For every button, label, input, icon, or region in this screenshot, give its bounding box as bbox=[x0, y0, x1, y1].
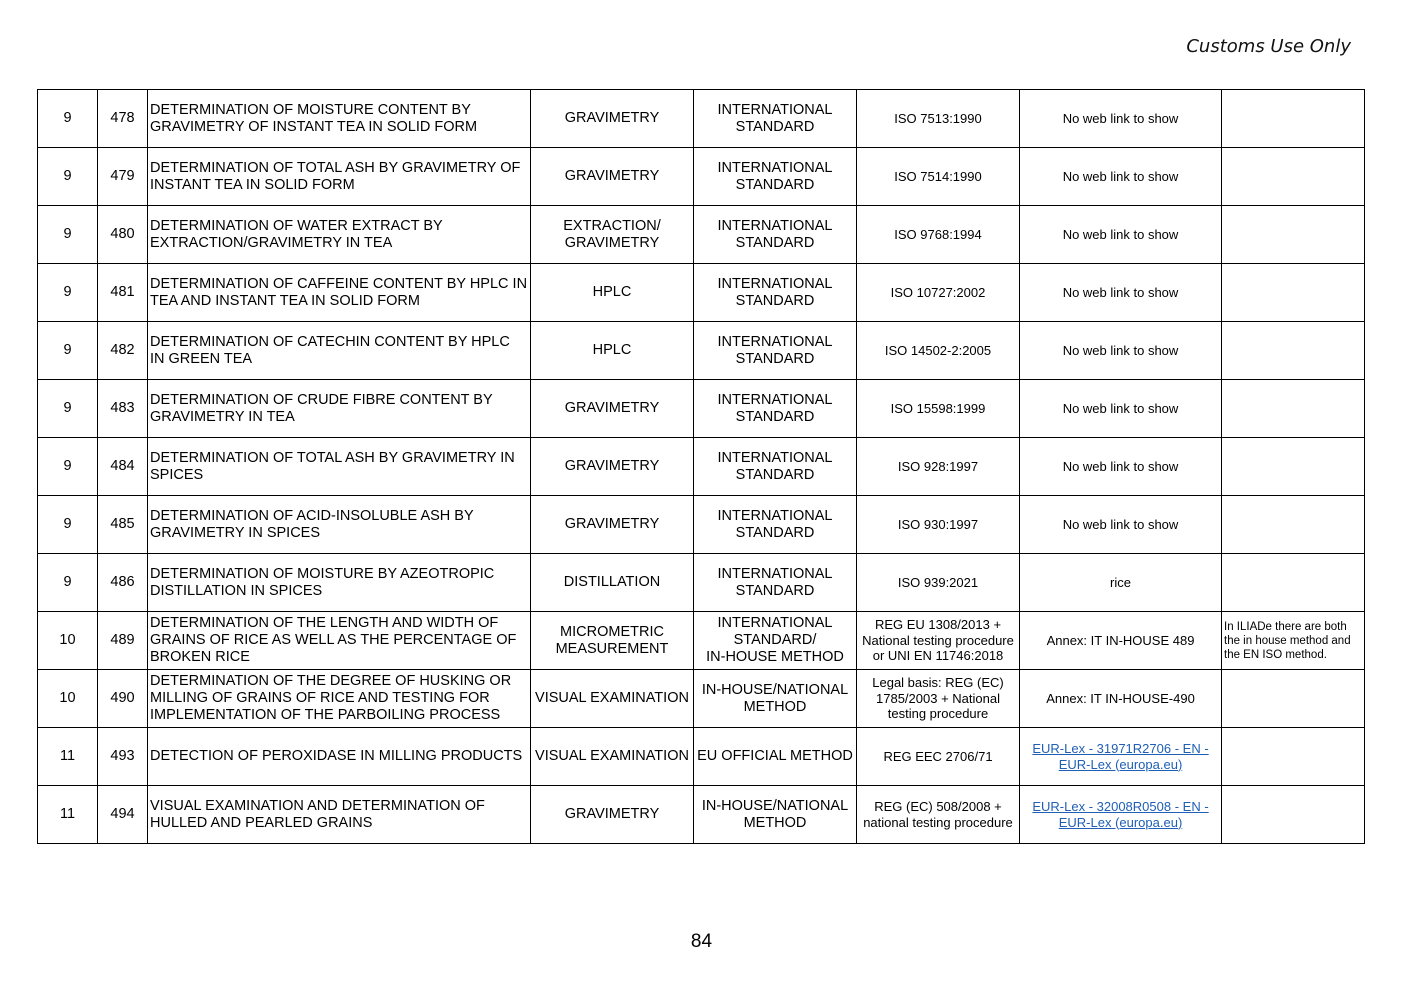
cell-group-text: 9 bbox=[63, 458, 72, 474]
cell-technique bbox=[531, 148, 694, 206]
cell-note bbox=[1222, 90, 1365, 148]
cell-web-link bbox=[1020, 612, 1222, 670]
cell-note bbox=[1222, 206, 1365, 264]
cell-reference-text: REG (EC) 508/2008 + national testing procedure bbox=[863, 799, 1013, 830]
cell-technique bbox=[531, 670, 694, 728]
cell-method-type bbox=[694, 728, 857, 786]
cell-web-link bbox=[1020, 264, 1222, 322]
cell-method-type-text: INTERNATIONAL STANDARD bbox=[717, 507, 833, 541]
cell-method-type-text: INTERNATIONAL STANDARD bbox=[717, 159, 833, 193]
cell-method-type bbox=[694, 438, 857, 496]
cell-method-id bbox=[98, 438, 148, 496]
cell-technique-text: HPLC bbox=[592, 284, 632, 300]
cell-reference-text: ISO 7513:1990 bbox=[894, 110, 982, 126]
cell-method-id bbox=[98, 786, 148, 844]
cell-web-link bbox=[1020, 786, 1222, 844]
cell-method-id-text: 482 bbox=[110, 342, 135, 358]
cell-reference-text: Legal basis: REG (EC) 1785/2003 + National testing procedure bbox=[872, 675, 1004, 722]
cell-method-type bbox=[694, 264, 857, 322]
cell-description bbox=[148, 438, 531, 496]
cell-description bbox=[148, 554, 531, 612]
cell-method-type bbox=[694, 496, 857, 554]
cell-method-type bbox=[694, 380, 857, 438]
cell-technique-text: EXTRACTION/ GRAVIMETRY bbox=[563, 217, 661, 251]
cell-group bbox=[38, 612, 98, 670]
table-row bbox=[38, 786, 1365, 844]
cell-description-text: DETERMINATION OF TOTAL ASH BY GRAVIMETRY OF INSTANT TEA IN SOLID FORM bbox=[150, 159, 521, 193]
cell-web-link bbox=[1020, 380, 1222, 438]
cell-method-type-text: INTERNATIONAL STANDARD bbox=[717, 217, 833, 251]
cell-description bbox=[148, 612, 531, 670]
cell-technique bbox=[531, 728, 694, 786]
cell-method-id bbox=[98, 90, 148, 148]
cell-method-id bbox=[98, 554, 148, 612]
cell-method-type-text: INTERNATIONAL STANDARD bbox=[717, 565, 833, 599]
table-body bbox=[38, 90, 1365, 844]
cell-group-text: 9 bbox=[63, 110, 72, 126]
cell-web-link-text: No web link to show bbox=[1062, 516, 1179, 532]
cell-group bbox=[38, 380, 98, 438]
cell-method-type-text: INTERNATIONAL STANDARD/ IN-HOUSE METHOD bbox=[706, 615, 844, 665]
cell-technique bbox=[531, 438, 694, 496]
cell-web-link-text: rice bbox=[1110, 574, 1131, 590]
cell-description bbox=[148, 322, 531, 380]
cell-description-text: DETERMINATION OF CAFFEINE CONTENT BY HPLC IN TEA AND INSTANT TEA IN SOLID FORM bbox=[150, 275, 528, 309]
cell-group bbox=[38, 438, 98, 496]
cell-description bbox=[148, 380, 531, 438]
cell-group-text: 10 bbox=[59, 632, 76, 648]
table-row bbox=[38, 728, 1365, 786]
cell-web-link-text: No web link to show bbox=[1062, 168, 1179, 184]
cell-description bbox=[148, 264, 531, 322]
cell-method-id-text: 490 bbox=[110, 690, 135, 706]
cell-description bbox=[148, 496, 531, 554]
cell-reference bbox=[857, 264, 1020, 322]
cell-group bbox=[38, 554, 98, 612]
cell-technique bbox=[531, 496, 694, 554]
cell-technique bbox=[531, 612, 694, 670]
cell-group-text: 9 bbox=[63, 516, 72, 532]
cell-group-text: 9 bbox=[63, 168, 72, 184]
cell-reference-text: ISO 15598:1999 bbox=[890, 400, 986, 416]
cell-group-text: 11 bbox=[59, 748, 76, 764]
cell-method-type bbox=[694, 612, 857, 670]
cell-method-id bbox=[98, 380, 148, 438]
cell-note bbox=[1222, 728, 1365, 786]
cell-note bbox=[1222, 148, 1365, 206]
cell-note bbox=[1222, 786, 1365, 844]
cell-description-text: VISUAL EXAMINATION AND DETERMINATION OF HULLED AND PEARLED GRAINS bbox=[150, 797, 485, 831]
cell-reference-text: REG EU 1308/2013 + National testing procedure or UNI EN 11746:2018 bbox=[862, 617, 1014, 664]
cell-method-type-text: INTERNATIONAL STANDARD bbox=[717, 391, 833, 425]
cell-method-type-text: IN-HOUSE/NATIONAL METHOD bbox=[701, 681, 849, 715]
cell-group bbox=[38, 90, 98, 148]
cell-method-id bbox=[98, 612, 148, 670]
table-row bbox=[38, 496, 1365, 554]
cell-technique bbox=[531, 206, 694, 264]
cell-technique-text: GRAVIMETRY bbox=[564, 110, 660, 126]
cell-description-text: DETERMINATION OF THE DEGREE OF HUSKING OR MILLING OF GRAINS OF RICE AND TESTING FOR IMPLEMENTATION OF THE PARBOILING PROCESS bbox=[150, 673, 512, 723]
cell-group-text: 11 bbox=[59, 806, 76, 822]
cell-method-type bbox=[694, 148, 857, 206]
cell-reference bbox=[857, 438, 1020, 496]
cell-technique-text: GRAVIMETRY bbox=[564, 516, 660, 532]
cell-technique-text: VISUAL EXAMINATION bbox=[535, 748, 689, 764]
cell-method-type-text: INTERNATIONAL STANDARD bbox=[717, 333, 833, 367]
cell-group-text: 9 bbox=[63, 342, 72, 358]
cell-reference bbox=[857, 554, 1020, 612]
cell-note bbox=[1222, 612, 1365, 670]
cell-method-type-text: INTERNATIONAL STANDARD bbox=[717, 449, 833, 483]
cell-technique bbox=[531, 380, 694, 438]
cell-reference bbox=[857, 206, 1020, 264]
cell-web-link bbox=[1020, 670, 1222, 728]
table-row bbox=[38, 206, 1365, 264]
cell-description bbox=[148, 148, 531, 206]
cell-method-type bbox=[694, 670, 857, 728]
cell-group-text: 9 bbox=[63, 400, 72, 416]
cell-technique-text: GRAVIMETRY bbox=[564, 458, 660, 474]
cell-web-link bbox=[1020, 206, 1222, 264]
cell-web-link bbox=[1020, 554, 1222, 612]
cell-group bbox=[38, 264, 98, 322]
table-row bbox=[38, 90, 1365, 148]
cell-method-id-text: 493 bbox=[110, 748, 135, 764]
cell-web-link-text: No web link to show bbox=[1062, 342, 1179, 358]
cell-technique-text: GRAVIMETRY bbox=[564, 806, 660, 822]
cell-reference bbox=[857, 148, 1020, 206]
cell-description bbox=[148, 206, 531, 264]
cell-description bbox=[148, 786, 531, 844]
cell-note bbox=[1222, 438, 1365, 496]
cell-reference-text: REG EEC 2706/71 bbox=[883, 748, 993, 764]
cell-note bbox=[1222, 554, 1365, 612]
cell-method-id bbox=[98, 728, 148, 786]
cell-web-link bbox=[1020, 496, 1222, 554]
cell-technique bbox=[531, 90, 694, 148]
cell-reference-text: ISO 928:1997 bbox=[897, 458, 979, 474]
cell-description bbox=[148, 728, 531, 786]
table-row bbox=[38, 438, 1365, 496]
cell-note bbox=[1222, 380, 1365, 438]
cell-technique bbox=[531, 264, 694, 322]
cell-method-id bbox=[98, 264, 148, 322]
cell-description-text: DETERMINATION OF TOTAL ASH BY GRAVIMETRY IN SPICES bbox=[150, 449, 515, 483]
cell-web-link bbox=[1020, 438, 1222, 496]
cell-method-id-text: 485 bbox=[110, 516, 135, 532]
cell-reference bbox=[857, 322, 1020, 380]
methods-table-container bbox=[37, 89, 1364, 844]
cell-method-type bbox=[694, 322, 857, 380]
cell-technique bbox=[531, 786, 694, 844]
cell-method-id-text: 481 bbox=[110, 284, 135, 300]
cell-web-link bbox=[1020, 90, 1222, 148]
cell-reference bbox=[857, 496, 1020, 554]
cell-reference bbox=[857, 670, 1020, 728]
cell-group bbox=[38, 148, 98, 206]
cell-web-link bbox=[1020, 322, 1222, 380]
cell-description-text: DETERMINATION OF ACID-INSOLUBLE ASH BY GRAVIMETRY IN SPICES bbox=[150, 507, 474, 541]
cell-method-type bbox=[694, 206, 857, 264]
cell-web-link-text: Annex: IT IN-HOUSE-490 bbox=[1046, 690, 1195, 706]
cell-description-text: DETECTION OF PEROXIDASE IN MILLING PRODUCTS bbox=[150, 748, 523, 764]
cell-method-id-text: 489 bbox=[110, 632, 135, 648]
cell-group bbox=[38, 670, 98, 728]
cell-reference bbox=[857, 90, 1020, 148]
cell-description-text: DETERMINATION OF CATECHIN CONTENT BY HPLC IN GREEN TEA bbox=[150, 333, 510, 367]
cell-description-text: DETERMINATION OF WATER EXTRACT BY EXTRACTION/GRAVIMETRY IN TEA bbox=[150, 217, 443, 251]
cell-method-id bbox=[98, 206, 148, 264]
cell-method-id-text: 484 bbox=[110, 458, 135, 474]
cell-group-text: 9 bbox=[63, 226, 72, 242]
cell-technique-text: DISTILLATION bbox=[563, 574, 661, 590]
cell-technique bbox=[531, 554, 694, 612]
cell-web-link-text: No web link to show bbox=[1062, 284, 1179, 300]
cell-note bbox=[1222, 496, 1365, 554]
cell-reference bbox=[857, 728, 1020, 786]
cell-technique-text: GRAVIMETRY bbox=[564, 168, 660, 184]
cell-reference-text: ISO 9768:1994 bbox=[894, 226, 982, 242]
table-row bbox=[38, 554, 1365, 612]
cell-description-text: DETERMINATION OF MOISTURE CONTENT BY GRAVIMETRY OF INSTANT TEA IN SOLID FORM bbox=[150, 101, 478, 135]
table-row bbox=[38, 322, 1365, 380]
cell-web-link-text: No web link to show bbox=[1062, 226, 1179, 242]
cell-note bbox=[1222, 322, 1365, 380]
cell-method-id bbox=[98, 496, 148, 554]
cell-method-type-text: INTERNATIONAL STANDARD bbox=[717, 275, 833, 309]
cell-group-text: 9 bbox=[63, 574, 72, 590]
cell-web-link bbox=[1020, 148, 1222, 206]
cell-method-type bbox=[694, 554, 857, 612]
cell-method-id-text: 494 bbox=[110, 806, 135, 822]
cell-technique-text: HPLC bbox=[592, 342, 632, 358]
cell-method-id bbox=[98, 322, 148, 380]
cell-group-text: 10 bbox=[59, 690, 76, 706]
cell-group bbox=[38, 322, 98, 380]
cell-method-type bbox=[694, 786, 857, 844]
cell-method-id bbox=[98, 148, 148, 206]
cell-group bbox=[38, 786, 98, 844]
cell-reference-text: ISO 14502-2:2005 bbox=[884, 342, 992, 358]
page-number: 84 bbox=[690, 931, 713, 952]
cell-method-id-text: 483 bbox=[110, 400, 135, 416]
cell-technique-text: GRAVIMETRY bbox=[564, 400, 660, 416]
eur-lex-link[interactable]: EUR-Lex - 31971R2706 - EN - EUR-Lex (europa.eu) bbox=[1032, 741, 1209, 772]
cell-description-text: DETERMINATION OF MOISTURE BY AZEOTROPIC DISTILLATION IN SPICES bbox=[150, 565, 495, 599]
cell-group bbox=[38, 206, 98, 264]
cell-method-id-text: 479 bbox=[110, 168, 135, 184]
cell-description bbox=[148, 90, 531, 148]
cell-reference-text: ISO 7514:1990 bbox=[894, 168, 982, 184]
cell-reference bbox=[857, 612, 1020, 670]
cell-note-text: In ILIADe there are both the in house method and the EN ISO method. bbox=[1224, 620, 1351, 661]
cell-web-link-text: No web link to show bbox=[1062, 458, 1179, 474]
cell-description-text: DETERMINATION OF CRUDE FIBRE CONTENT BY GRAVIMETRY IN TEA bbox=[150, 391, 493, 425]
cell-web-link-text: Annex: IT IN-HOUSE 489 bbox=[1046, 632, 1195, 648]
cell-group-text: 9 bbox=[63, 284, 72, 300]
cell-technique bbox=[531, 322, 694, 380]
table-row bbox=[38, 612, 1365, 670]
cell-reference-text: ISO 939:2021 bbox=[897, 574, 979, 590]
table-row bbox=[38, 264, 1365, 322]
cell-reference bbox=[857, 786, 1020, 844]
cell-method-type-text: INTERNATIONAL STANDARD bbox=[717, 101, 833, 135]
cell-web-link-text: No web link to show bbox=[1062, 400, 1179, 416]
methods-table bbox=[37, 89, 1365, 844]
cell-description-text: DETERMINATION OF THE LENGTH AND WIDTH OF GRAINS OF RICE AS WELL AS THE PERCENTAGE OF BROKEN RICE bbox=[150, 615, 517, 665]
cell-technique-text: VISUAL EXAMINATION bbox=[535, 690, 689, 706]
cell-note bbox=[1222, 670, 1365, 728]
table-row bbox=[38, 148, 1365, 206]
cell-description bbox=[148, 670, 531, 728]
cell-reference-text: ISO 10727:2002 bbox=[890, 284, 986, 300]
table-row bbox=[38, 380, 1365, 438]
cell-method-id-text: 486 bbox=[110, 574, 135, 590]
customs-use-only-label: Customs Use Only bbox=[1186, 36, 1351, 57]
cell-group bbox=[38, 496, 98, 554]
cell-note bbox=[1222, 264, 1365, 322]
cell-reference-text: ISO 930:1997 bbox=[897, 516, 979, 532]
table-row bbox=[38, 670, 1365, 728]
cell-method-id-text: 480 bbox=[110, 226, 135, 242]
cell-method-type-text: IN-HOUSE/NATIONAL METHOD bbox=[701, 797, 849, 831]
eur-lex-link[interactable]: EUR-Lex - 32008R0508 - EN - EUR-Lex (europa.eu) bbox=[1032, 799, 1209, 830]
cell-method-type-text: EU OFFICIAL METHOD bbox=[697, 748, 853, 764]
cell-reference bbox=[857, 380, 1020, 438]
cell-method-id-text: 478 bbox=[110, 110, 135, 126]
cell-method-type bbox=[694, 90, 857, 148]
cell-web-link-text: No web link to show bbox=[1062, 110, 1179, 126]
cell-web-link bbox=[1020, 728, 1222, 786]
cell-technique-text: MICROMETRIC MEASUREMENT bbox=[555, 623, 669, 657]
cell-group bbox=[38, 728, 98, 786]
cell-method-id bbox=[98, 670, 148, 728]
